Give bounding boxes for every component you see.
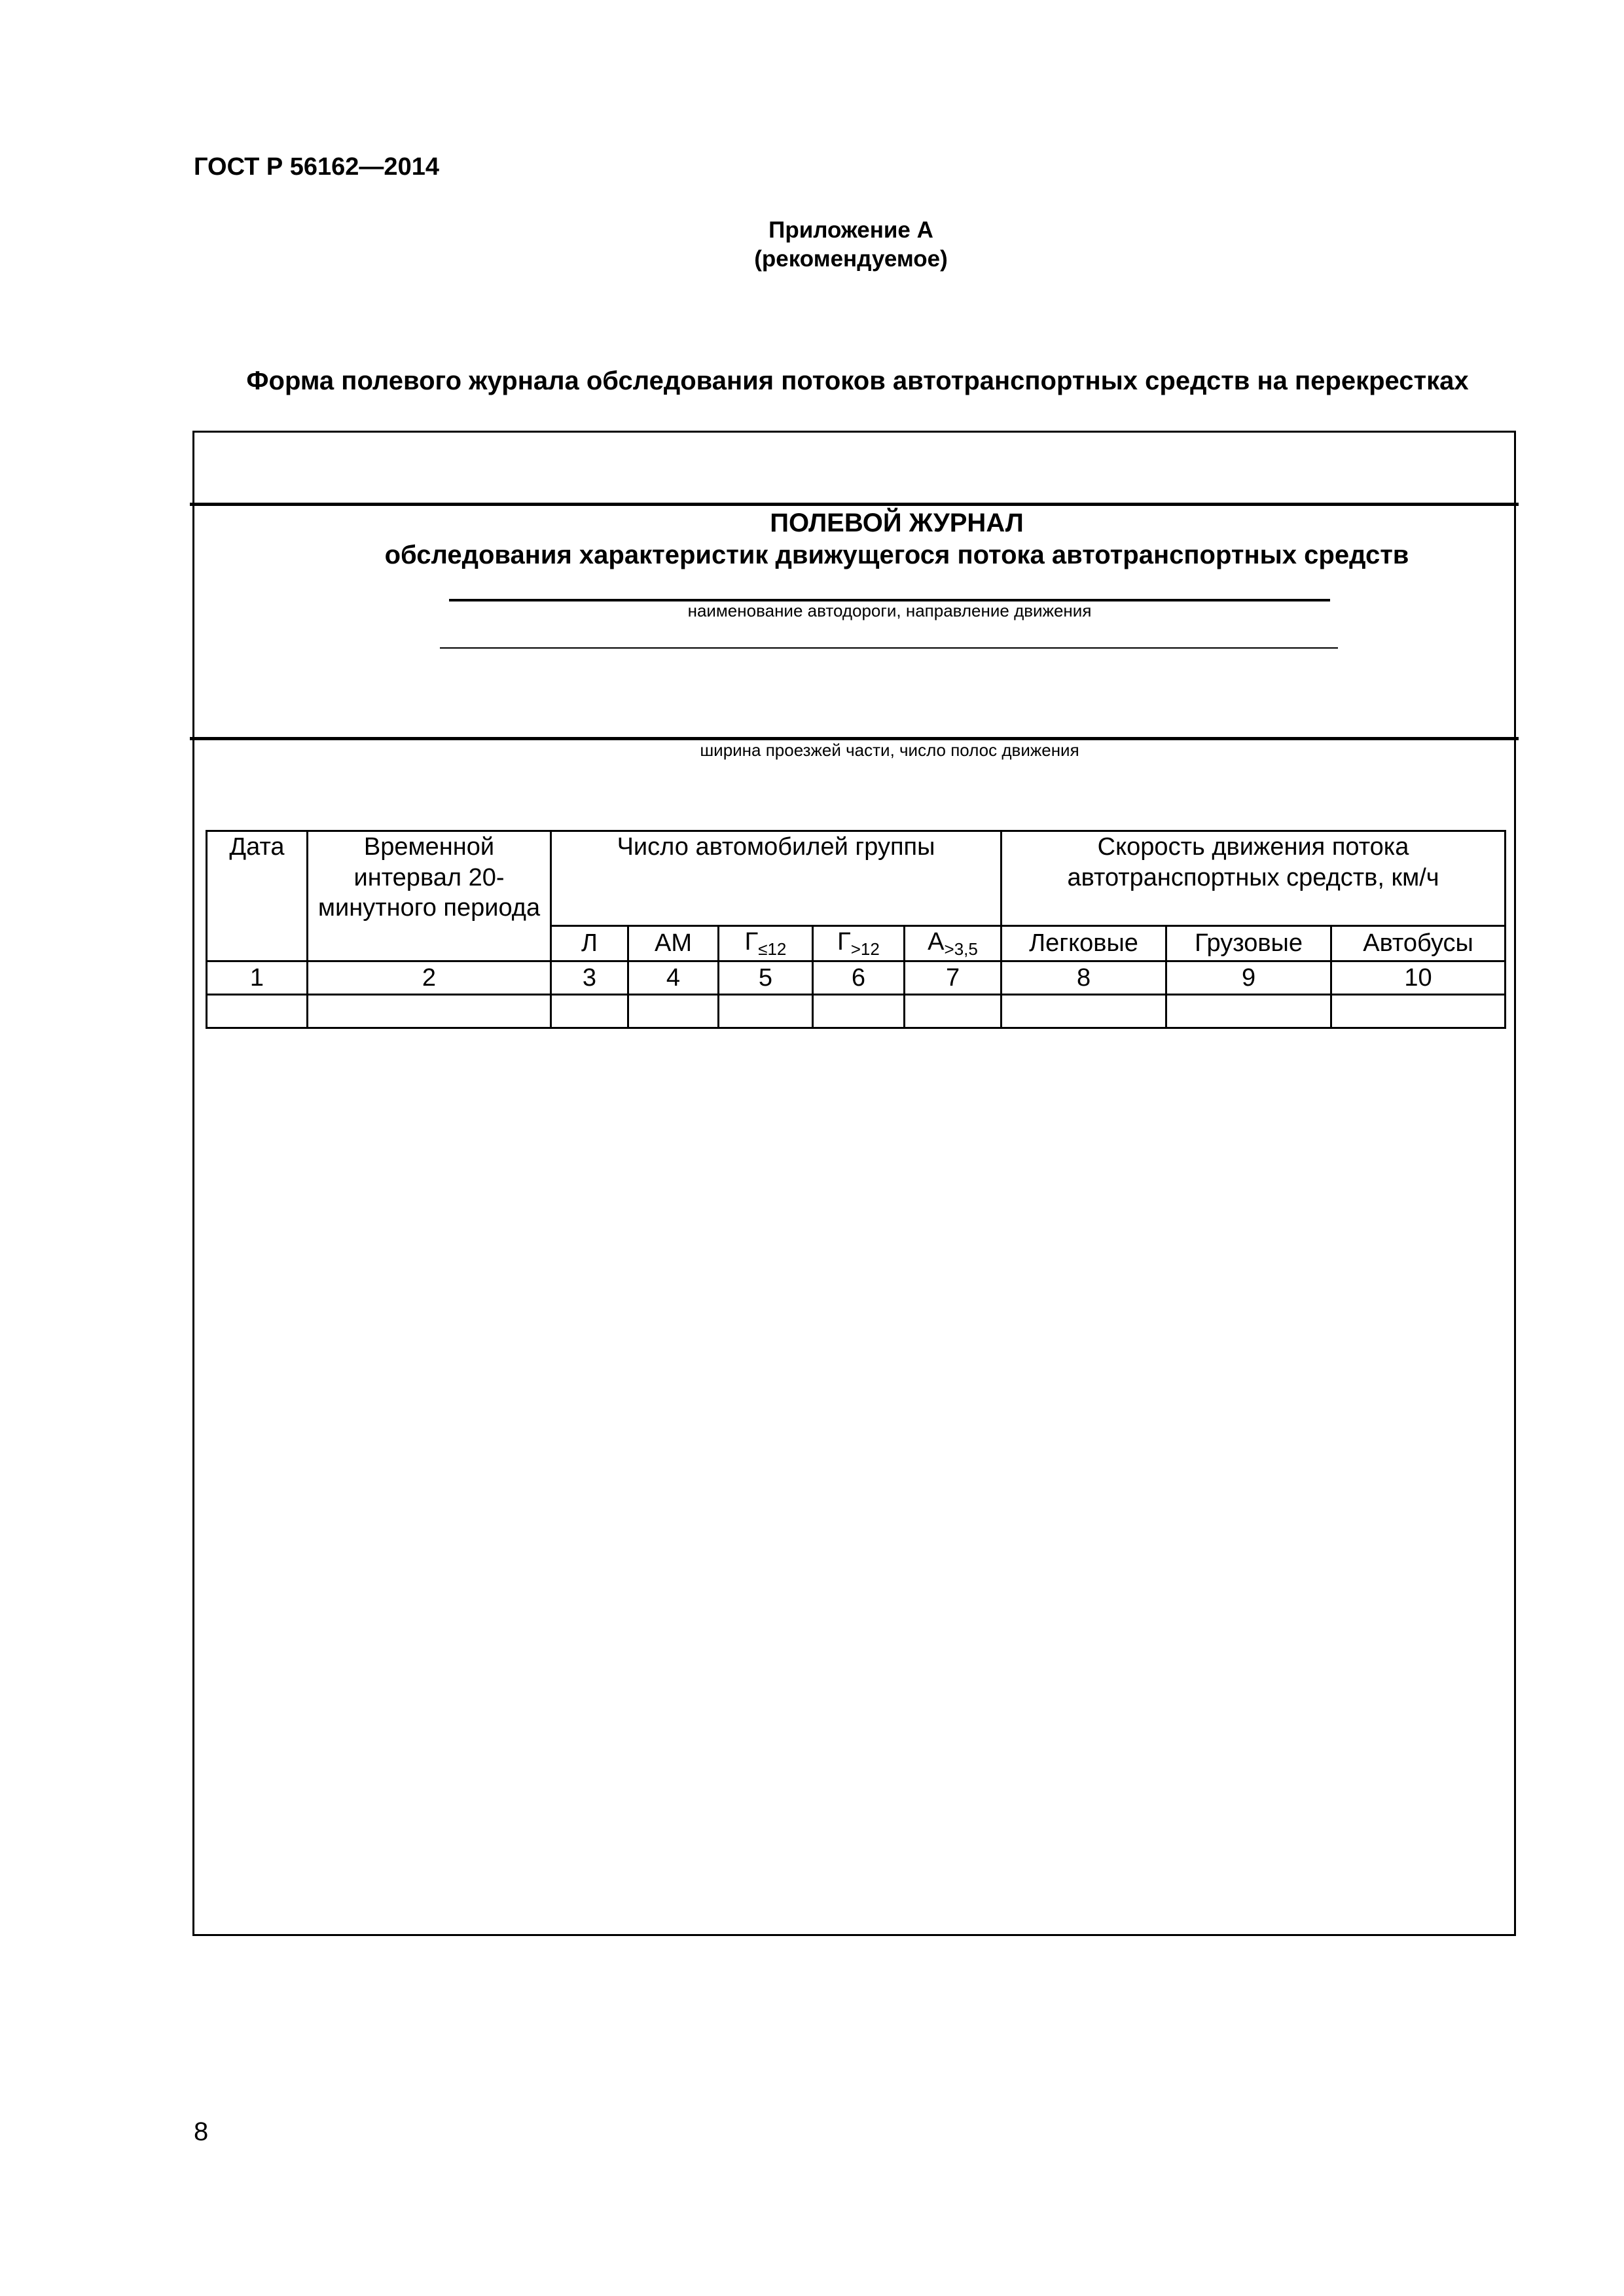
appendix-title: Приложение А — [768, 217, 933, 243]
column-number: 1 — [207, 961, 308, 994]
column-number: 10 — [1331, 961, 1506, 994]
document-code: ГОСТ Р 56162—2014 — [194, 153, 439, 181]
journal-title: ПОЛЕВОЙ ЖУРНАЛ — [770, 509, 1024, 537]
form-divider-top — [190, 503, 1519, 506]
column-number: 5 — [719, 961, 813, 994]
header-speed-trucks: Грузовые — [1166, 926, 1331, 961]
column-number: 9 — [1166, 961, 1331, 994]
column-number: 6 — [813, 961, 905, 994]
page-number: 8 — [194, 2117, 209, 2146]
blank-cell — [813, 994, 905, 1028]
journal-heading — [196, 507, 1512, 571]
appendix-status: (рекомендуемое) — [754, 245, 948, 272]
header-vehicle-count: Число автомобилей группы — [551, 831, 1001, 926]
blank-cell — [719, 994, 813, 1028]
column-number: 8 — [1001, 961, 1166, 994]
column-number: 4 — [628, 961, 719, 994]
header-interval: Временной интервал 20-минутного периода — [308, 831, 551, 961]
blank-cell — [1166, 994, 1331, 1028]
header-group-g-gt12: $Г_{>12}$ — [813, 926, 905, 961]
blank-cell — [1331, 994, 1506, 1028]
journal-table — [206, 830, 1506, 1029]
blank-cell — [551, 994, 628, 1028]
header-group-g-le12: $Г_{\le 12}$ — [719, 926, 813, 961]
header-speed-buses: Автобусы — [1331, 926, 1506, 961]
journal-subtitle: обследования характеристик движущегося потока автотранспортных средств — [384, 540, 1409, 569]
road-name-caption: наименование автодороги, направление движения — [687, 601, 1092, 620]
header-speed-cars: Легковые — [1001, 926, 1166, 961]
blank-cell — [905, 994, 1001, 1028]
header-date: Дата — [207, 831, 308, 961]
lane-width-caption: ширина проезжей части, число полос движения — [700, 740, 1079, 760]
column-number: 7 — [905, 961, 1001, 994]
blank-entry-row — [207, 994, 1506, 1028]
column-number: 3 — [551, 961, 628, 994]
header-flow-speed: Скорость движения потока автотранспортных средств, км/ч — [1001, 831, 1506, 926]
form-title: Форма полевого журнала обследования потоков автотранспортных средств на перекрестках — [246, 367, 1469, 395]
road-blank-line — [440, 647, 1338, 649]
journal-form-frame — [192, 431, 1516, 1936]
column-number-row — [207, 961, 1506, 994]
blank-cell — [628, 994, 719, 1028]
header-group-am: АМ — [628, 926, 719, 961]
column-number: 2 — [308, 961, 551, 994]
appendix-heading — [0, 216, 1624, 274]
blank-cell — [207, 994, 308, 1028]
blank-cell — [1001, 994, 1166, 1028]
header-group-a-gt35: $А_{>3,5}$ — [905, 926, 1001, 961]
blank-cell — [308, 994, 551, 1028]
header-group-l: Л — [551, 926, 628, 961]
